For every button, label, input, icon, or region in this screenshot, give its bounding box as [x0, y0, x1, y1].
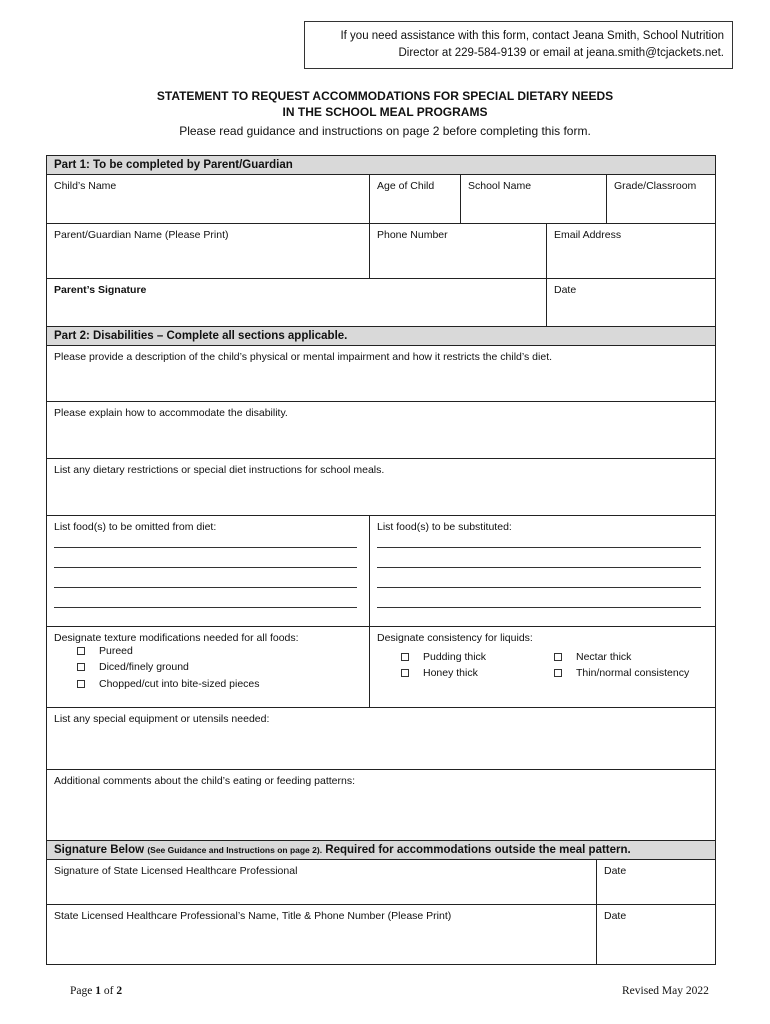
omitted-foods-field[interactable]	[47, 516, 369, 626]
omitted-line-1[interactable]	[54, 547, 357, 548]
checkbox-icon[interactable]	[554, 653, 562, 661]
age-of-child-field[interactable]	[370, 175, 460, 223]
signature-header	[47, 841, 715, 859]
substituted-line-2[interactable]	[377, 567, 701, 568]
checkbox-icon[interactable]	[77, 680, 85, 688]
impairment-label: Please provide a description of the child’s physical or mental impairment and how it restricts the child’s diet.	[54, 351, 553, 363]
school-name-field[interactable]	[461, 175, 606, 223]
texture-option-diced[interactable]: Diced/finely ground	[77, 660, 189, 674]
form-title-line-1: STATEMENT TO REQUEST ACCOMMODATIONS FOR SPECIAL DIETARY NEEDS	[156, 89, 614, 103]
school-name-label: School Name	[468, 180, 532, 192]
revised-date: Revised May 2022	[622, 985, 709, 997]
notice-line-1: If you need assistance with this form, contact Jeana Smith, School Nutrition	[340, 30, 724, 42]
substituted-line-1[interactable]	[377, 547, 701, 548]
notice-line-2: Director at 229-584-9139 or email at jeana.smith@tcjackets.net.	[398, 47, 724, 59]
accommodate-field[interactable]	[47, 402, 715, 458]
parent-name-label: Parent/Guardian Name (Please Print)	[54, 229, 229, 241]
omitted-line-4[interactable]	[54, 607, 357, 608]
signature-header-main: Signature Below	[54, 844, 145, 856]
form-title	[0, 88, 770, 120]
hcp-date-field-2[interactable]	[597, 905, 715, 964]
comments-field[interactable]	[47, 770, 715, 840]
parent-date-label: Date	[554, 284, 577, 296]
signature-header-rest: Required for accommodations outside the meal pattern.	[325, 844, 631, 856]
restrictions-label: List any dietary restrictions or special diet instructions for school meals.	[54, 464, 385, 476]
accommodate-label: Please explain how to accommodate the disability.	[54, 407, 288, 419]
hcp-date-label-1: Date	[604, 865, 627, 877]
age-of-child-label: Age of Child	[377, 180, 435, 192]
signature-header-small: (See Guidance and Instructions on page 2).	[147, 845, 323, 855]
hcp-date-label-2: Date	[604, 910, 627, 922]
hcp-name-label: State Licensed Healthcare Professional’s Name, Title & Phone Number (Please Print)	[54, 910, 452, 922]
checkbox-icon[interactable]	[77, 663, 85, 671]
email-address-label: Email Address	[554, 229, 622, 241]
parent-name-field[interactable]	[47, 224, 369, 278]
form-table	[46, 155, 716, 965]
hcp-name-field[interactable]	[47, 905, 596, 964]
substituted-line-3[interactable]	[377, 587, 701, 588]
hcp-signature-field[interactable]	[47, 860, 596, 904]
grade-classroom-label: Grade/Classroom	[614, 180, 697, 192]
page-number: Page 1 of 2	[70, 985, 123, 997]
parent-signature-field[interactable]	[47, 279, 546, 326]
substituted-line-4[interactable]	[377, 607, 701, 608]
consistency-label: Designate consistency for liquids:	[377, 632, 533, 644]
hcp-signature-label: Signature of State Licensed Healthcare Professional	[54, 865, 298, 877]
email-address-field[interactable]	[547, 224, 715, 278]
checkbox-icon[interactable]	[401, 653, 409, 661]
grade-classroom-field[interactable]	[607, 175, 715, 223]
hcp-date-field-1[interactable]	[597, 860, 715, 904]
form-instructions: Please read guidance and instructions on page 2 before completing this form.	[179, 124, 591, 138]
parent-date-field[interactable]	[547, 279, 715, 326]
texture-label: Designate texture modifications needed for all foods:	[54, 632, 299, 644]
equipment-field[interactable]	[47, 708, 715, 769]
comments-label: Additional comments about the child’s eating or feeding patterns:	[54, 775, 355, 787]
checkbox-icon[interactable]	[77, 647, 85, 655]
consistency-option-thin[interactable]: Thin/normal consistency	[554, 666, 689, 680]
checkbox-icon[interactable]	[401, 669, 409, 677]
omitted-foods-label: List food(s) to be omitted from diet:	[54, 521, 217, 533]
impairment-field[interactable]	[47, 346, 715, 401]
consistency-option-nectar[interactable]: Nectar thick	[554, 650, 631, 664]
omitted-line-2[interactable]	[54, 567, 357, 568]
part2-header: Part 2: Disabilities – Complete all sections applicable.	[47, 327, 715, 345]
phone-number-label: Phone Number	[377, 229, 448, 241]
restrictions-field[interactable]	[47, 459, 715, 515]
texture-option-pureed[interactable]: Pureed	[77, 644, 133, 658]
texture-option-chopped[interactable]: Chopped/cut into bite-sized pieces	[77, 677, 260, 691]
part1-header: Part 1: To be completed by Parent/Guardian	[47, 156, 715, 174]
assistance-notice	[304, 21, 733, 69]
equipment-label: List any special equipment or utensils needed:	[54, 713, 270, 725]
phone-number-field[interactable]	[370, 224, 546, 278]
childs-name-field[interactable]	[47, 175, 369, 223]
parent-signature-label: Parent’s Signature	[54, 284, 147, 296]
consistency-option-honey[interactable]: Honey thick	[401, 666, 478, 680]
substituted-foods-field[interactable]	[370, 516, 715, 626]
substituted-foods-label: List food(s) to be substituted:	[377, 521, 512, 533]
consistency-option-pudding[interactable]: Pudding thick	[401, 650, 486, 664]
omitted-line-3[interactable]	[54, 587, 357, 588]
form-title-line-2: IN THE SCHOOL MEAL PROGRAMS	[282, 105, 488, 119]
childs-name-label: Child’s Name	[54, 180, 117, 192]
checkbox-icon[interactable]	[554, 669, 562, 677]
